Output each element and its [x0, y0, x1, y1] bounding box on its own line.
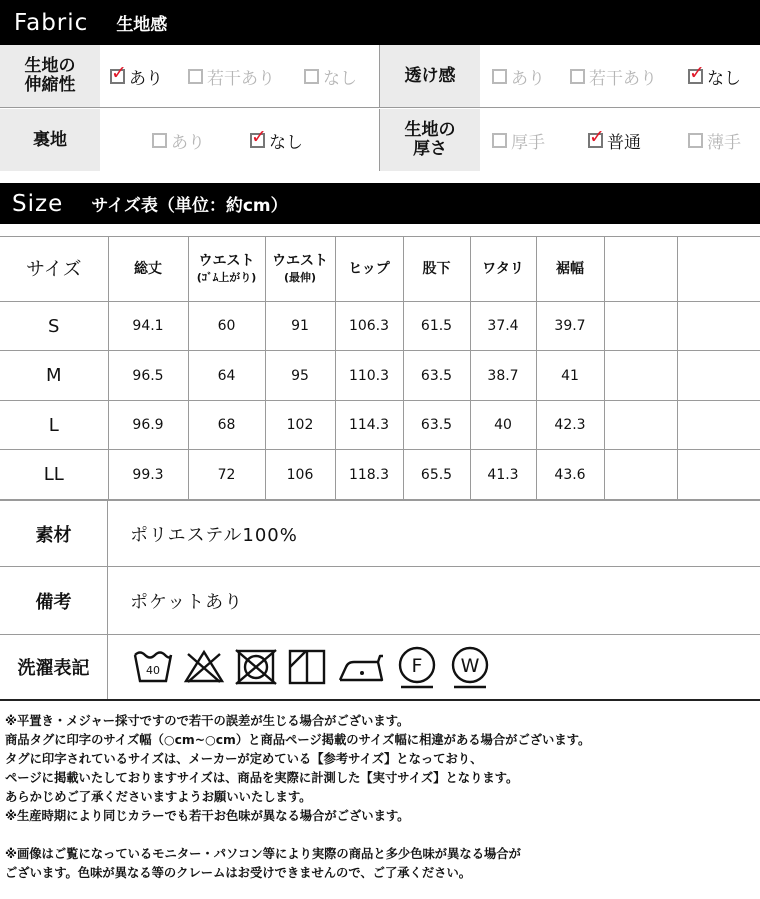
checkbox-empty-icon: [492, 133, 507, 148]
thickness-option-futsu[interactable]: ✓ 普通: [589, 125, 641, 153]
thickness-option-atsude[interactable]: 厚手: [492, 128, 588, 153]
waist-rubber-cell: 64: [188, 351, 265, 401]
note-line: ※画像はご覧になっているモニター・パソコン等により実際の商品と多少色味が異なる場合が: [5, 847, 521, 861]
sheer-option-ari[interactable]: あり: [492, 64, 570, 89]
fabric-header: [0, 0, 760, 45]
wet-clean-w-icon: [448, 645, 492, 689]
checkbox-empty-icon: [492, 69, 507, 84]
size-cell: M: [0, 351, 108, 401]
care-label: 洗濯表記: [0, 635, 108, 699]
hem-cell: 41: [536, 351, 604, 401]
notes: [5, 712, 757, 883]
wet-clean-letter: W: [460, 655, 480, 677]
material-label: 素材: [0, 501, 108, 566]
inseam-cell: 63.5: [403, 351, 470, 401]
waist-max-cell: 106: [265, 450, 335, 500]
rise-cell: 41.3: [470, 450, 536, 500]
lining-options: [100, 109, 379, 171]
thickness-options: [480, 109, 760, 171]
inseam-cell: 65.5: [403, 450, 470, 500]
waist-rubber-cell: 68: [188, 401, 265, 450]
empty-cell: [677, 351, 760, 401]
note-line: あらかじめご了承くださいますようお願いいたします。: [5, 790, 312, 804]
sheer-option-nashi[interactable]: ✓ なし: [689, 61, 741, 89]
note-line: ございます。色味が異なる等のクレームはお受けできませんので、ご了承ください。: [5, 866, 472, 880]
col-header-hip: ヒップ: [335, 237, 403, 302]
size-title-en: Size: [12, 190, 64, 217]
hem-cell: 43.6: [536, 450, 604, 500]
size-cell: S: [0, 302, 108, 351]
hem-cell: 42.3: [536, 401, 604, 450]
note-line: 商品タグに印字のサイズ幅（○cm~○cm）と商品ページ掲載のサイズ幅に相違がある場合がございます。: [5, 733, 591, 747]
waist-max-cell: 91: [265, 302, 335, 351]
stretch-option-jakkan[interactable]: 若干あり: [188, 64, 304, 89]
care-icons: [108, 635, 492, 699]
checkbox-empty-icon: [304, 69, 319, 84]
stretch-options: [100, 45, 379, 107]
hem-cell: 39.7: [536, 302, 604, 351]
col-header-inseam: 股下: [403, 237, 470, 302]
rise-cell: 38.7: [470, 351, 536, 401]
col-header-waist-rubber: ウエスト (ｺﾞﾑ上がり): [188, 237, 265, 302]
empty-cell: [604, 401, 677, 450]
note-line: ※生産時期により同じカラーでも若干お色味が異なる場合がございます。: [5, 809, 410, 823]
thickness-label: 生地の 厚さ: [379, 109, 480, 171]
inseam-cell: 63.5: [403, 401, 470, 450]
table-row: [0, 450, 760, 500]
stretch-option-nashi[interactable]: なし: [304, 64, 357, 89]
inseam-cell: 61.5: [403, 302, 470, 351]
empty-cell: [604, 302, 677, 351]
waist-max-cell: 102: [265, 401, 335, 450]
wash-temp-text: 40: [146, 664, 160, 677]
hip-cell: 118.3: [335, 450, 403, 500]
remarks-label: 備考: [0, 567, 108, 634]
fabric-row-1: [0, 45, 760, 108]
rise-cell: 37.4: [470, 302, 536, 351]
line-dry-shade-icon: [287, 649, 327, 685]
waist-rubber-cell: 72: [188, 450, 265, 500]
length-cell: 96.9: [108, 401, 188, 450]
remarks-row: [0, 567, 760, 635]
table-row: [0, 351, 760, 401]
note-line: ページに掲載いたしておりますサイズは、商品を実際に計測した【実寸サイズ】となります。: [5, 771, 519, 785]
table-row: [0, 401, 760, 450]
waist-rubber-cell: 60: [188, 302, 265, 351]
fabric-title-jp: 生地感: [116, 15, 168, 35]
col-header-waist-max: ウエスト (最伸): [265, 237, 335, 302]
checkbox-empty-icon: [188, 69, 203, 84]
checkbox-checked-icon: ✓: [589, 125, 605, 148]
checkbox-empty-icon: [688, 133, 703, 148]
empty-cell: [677, 450, 760, 500]
length-cell: 99.3: [108, 450, 188, 500]
checkbox-checked-icon: ✓: [689, 61, 705, 84]
checkbox-empty-icon: [570, 69, 585, 84]
hip-cell: 114.3: [335, 401, 403, 450]
empty-cell: [604, 351, 677, 401]
waist-max-cell: 95: [265, 351, 335, 401]
no-tumble-dry-icon: [234, 648, 278, 686]
lining-option-nashi[interactable]: ✓ なし: [251, 125, 303, 153]
size-header: [0, 183, 760, 224]
empty-cell: [604, 450, 677, 500]
checkbox-empty-icon: [152, 133, 167, 148]
rise-cell: 40: [470, 401, 536, 450]
note-line: タグに印字されているサイズは、メーカーが定めている【参考サイズ】となっており、: [5, 752, 483, 766]
col-header-hem: 裾幅: [536, 237, 604, 302]
col-header-length: 総丈: [108, 237, 188, 302]
stretch-option-ari[interactable]: ✓ あり: [111, 61, 163, 89]
empty-cell: [677, 401, 760, 450]
wash-40-icon: [132, 649, 174, 685]
col-header-empty-2: [677, 237, 760, 302]
fabric-row-2: [0, 109, 760, 171]
lining-option-ari[interactable]: あり: [152, 128, 250, 153]
lining-label: 裏地: [0, 109, 100, 171]
length-cell: 96.5: [108, 351, 188, 401]
sheer-options: [480, 45, 760, 107]
hip-cell: 110.3: [335, 351, 403, 401]
col-header-rise: ワタリ: [470, 237, 536, 302]
thickness-option-usude[interactable]: 薄手: [688, 128, 741, 153]
empty-cell: [677, 302, 760, 351]
no-bleach-icon: [183, 649, 225, 685]
material-row: [0, 500, 760, 567]
iron-low-icon: [336, 649, 386, 685]
hip-cell: 106.3: [335, 302, 403, 351]
care-row: [0, 635, 760, 701]
size-title-jp: サイズ表（単位：約cm）: [91, 196, 288, 216]
remarks-value: ポケットあり: [130, 591, 244, 613]
sheer-option-jakkan[interactable]: 若干あり: [570, 64, 688, 89]
length-cell: 94.1: [108, 302, 188, 351]
dry-clean-letter: F: [411, 655, 423, 677]
dry-clean-f-icon: [395, 645, 439, 689]
table-row: [0, 302, 760, 351]
stretch-label: 生地の 伸縮性: [0, 45, 100, 107]
col-header-size: サイズ: [0, 237, 108, 302]
checkbox-checked-icon: ✓: [251, 125, 267, 148]
col-header-empty-1: [604, 237, 677, 302]
note-line: ※平置き・メジャー採寸ですので若干の誤差が生じる場合がございます。: [5, 714, 410, 728]
sheer-label: 透け感: [379, 45, 480, 107]
material-value: ポリエステル100%: [130, 524, 298, 546]
fabric-title-en: Fabric: [14, 9, 89, 36]
size-cell: L: [0, 401, 108, 450]
size-cell: LL: [0, 450, 108, 500]
checkbox-checked-icon: ✓: [111, 61, 127, 84]
size-table-header-row: [0, 237, 760, 302]
size-table: [0, 236, 760, 500]
